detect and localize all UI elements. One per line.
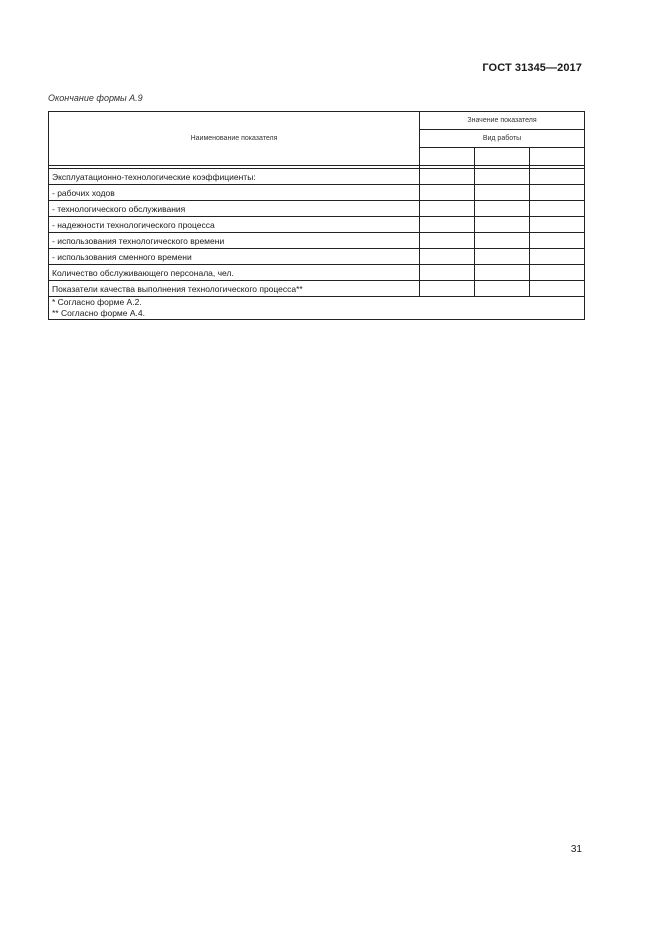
footnote: * Согласно форме А.2. (52, 297, 142, 307)
table-footnotes-row (49, 297, 585, 320)
page-number: 31 (570, 844, 582, 855)
value-cell (420, 233, 475, 249)
column-header-work-type: Вид работы (420, 130, 585, 148)
value-cell (530, 233, 585, 249)
value-cell (530, 201, 585, 217)
indicator-name: - технологического обслуживания (49, 201, 420, 217)
value-cell (475, 185, 530, 201)
work-type-cell (530, 148, 585, 166)
value-cell (475, 201, 530, 217)
column-header-value: Значение показателя (420, 112, 585, 130)
value-cell (530, 249, 585, 265)
value-cell (420, 281, 475, 297)
column-header-name: Наименование показателя (49, 112, 420, 166)
value-cell (530, 169, 585, 185)
value-cell (475, 169, 530, 185)
table-row (49, 281, 585, 297)
value-cell (420, 217, 475, 233)
indicator-table (48, 111, 585, 320)
table-row (49, 249, 585, 265)
table-header-row (49, 112, 585, 130)
value-cell (530, 217, 585, 233)
value-cell (420, 265, 475, 281)
value-cell (530, 281, 585, 297)
table-row (49, 265, 585, 281)
indicator-name: - использования технологического времени (49, 233, 420, 249)
table-row (49, 201, 585, 217)
value-cell (420, 201, 475, 217)
value-cell (475, 233, 530, 249)
footnote: ** Согласно форме А.4. (52, 308, 145, 318)
table-row (49, 185, 585, 201)
value-cell (420, 169, 475, 185)
table-row (49, 169, 585, 185)
value-cell (475, 249, 530, 265)
value-cell (475, 281, 530, 297)
value-cell (530, 265, 585, 281)
value-cell (420, 249, 475, 265)
table-row (49, 217, 585, 233)
document-code: ГОСТ 31345—2017 (482, 62, 582, 74)
value-cell (420, 185, 475, 201)
value-cell (475, 265, 530, 281)
work-type-cell (420, 148, 475, 166)
table-footnotes (49, 297, 585, 320)
work-type-cell (475, 148, 530, 166)
table-row (49, 233, 585, 249)
indicator-name: Эксплуатационно-технологические коэффициенты: (49, 169, 420, 185)
value-cell (530, 185, 585, 201)
indicator-name: - рабочих ходов (49, 185, 420, 201)
indicator-name: Показатели качества выполнения технологического процесса** (49, 281, 420, 297)
value-cell (475, 217, 530, 233)
indicator-name: - надежности технологического процесса (49, 217, 420, 233)
indicator-name: - использования сменного времени (49, 249, 420, 265)
form-caption: Окончание формы А.9 (48, 93, 143, 103)
indicator-name: Количество обслуживающего персонала, чел. (49, 265, 420, 281)
